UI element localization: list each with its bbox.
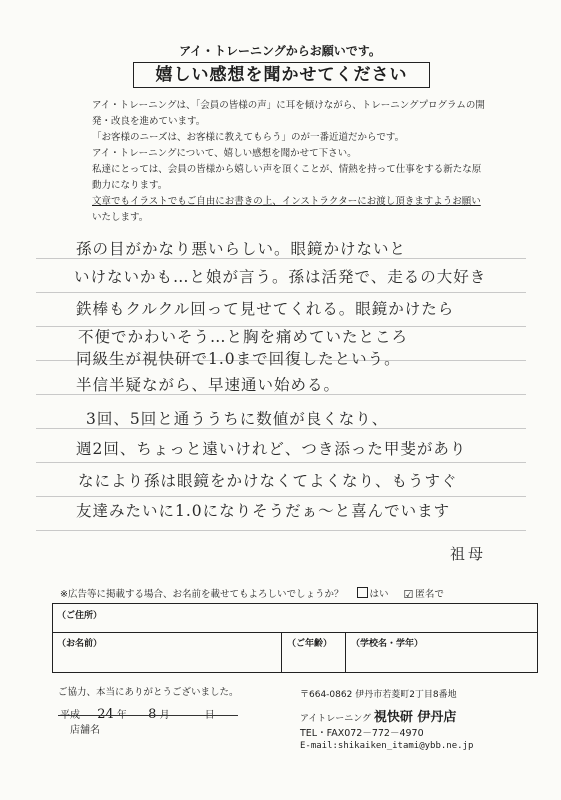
letter-line: 友達みたいに1.0になりそうだぁ〜と喜んでいます	[76, 502, 451, 520]
intro-text	[92, 98, 502, 226]
ruled-line	[36, 496, 526, 497]
intro-line: 「お客様のニーズは、お客様に教えてもらう」のが一番近道だからです。	[92, 132, 405, 143]
divider	[281, 632, 282, 672]
year-value: 24	[97, 707, 114, 722]
contact-form	[52, 603, 538, 673]
company-email: E-mail:shikaiken_itami@ybb.ne.jp	[300, 741, 474, 751]
address-row	[53, 604, 537, 633]
header-small-title: アイ・トレーニングからお願いです。	[179, 44, 381, 58]
letter-line: 週2回、ちょっと遠いけれど、つき添った甲斐があり	[76, 440, 467, 458]
company-tel: TEL・FAX072－772－4970	[300, 728, 424, 739]
company-address: 〒664-0862 伊丹市若菱町2丁目8番地	[300, 690, 457, 700]
intro-line: 私達にとっては、会員の皆様から嬉しい声を頂くことが、情熱を持って仕事をする新たな原	[92, 164, 482, 175]
intro-line: 発・改良を進めています。	[92, 116, 206, 127]
yes-checkbox[interactable]	[357, 587, 368, 598]
address-label: （ご住所）	[57, 611, 103, 621]
company-title: 視快研 伊丹店	[373, 710, 457, 725]
letter-line: 3回、5回と通ううちに数値が良くなり、	[86, 410, 389, 428]
company-prefix: アイトレーニング	[300, 714, 372, 724]
intro-line: 動力になります。	[92, 180, 168, 191]
anonymous-label: 匿名で	[415, 589, 444, 600]
letter-line: 同級生が視快研で1.0まで回復したという。	[76, 350, 401, 368]
company-name	[300, 706, 456, 725]
anonymous-checkbox[interactable]: ☑	[403, 588, 414, 601]
ruled-line	[36, 530, 526, 531]
letter-line: 鉄棒もクルクル回って見せてくれる。眼鏡かけたら	[76, 300, 455, 318]
letter-line: 不便でかわいそう…と胸を痛めていたところ	[78, 328, 409, 346]
page-title: 嬉しい感想を聞かせてください	[133, 62, 430, 88]
day-unit: 日	[204, 710, 215, 721]
letter-line: いけないかも…と娘が言う。孫は活発で、走るの大好き	[74, 268, 487, 286]
signature: 祖母	[449, 545, 486, 563]
letter-line: なにより孫は眼鏡をかけなくてよくなり、もうすぐ	[78, 472, 458, 490]
date-line	[60, 706, 215, 722]
date-underline	[58, 715, 238, 716]
store-label: 店舗名	[70, 725, 100, 736]
consent-question	[60, 586, 520, 600]
intro-line: 文章でもイラストでもご自由にお書きの上、インストラクターにお渡し頂きますようお願い	[92, 196, 481, 207]
thanks-text: ご協力、本当にありがとうございました。	[58, 687, 239, 698]
name-label: （お名前）	[57, 639, 103, 649]
era-label: 平成	[60, 710, 80, 721]
intro-line: いたします。	[92, 212, 149, 223]
ruled-line	[36, 292, 526, 293]
school-label: （学校名・学年）	[351, 639, 424, 649]
divider	[345, 632, 346, 672]
year-unit: 年	[116, 710, 127, 721]
letter-line: 孫の目がかなり悪いらしい。眼鏡かけないと	[76, 240, 407, 258]
letter-line: 半信半疑ながら、早速通い始める。	[76, 376, 341, 394]
month-unit: 月	[159, 710, 170, 721]
month-value: 8	[148, 707, 157, 722]
intro-line: アイ・トレーニングについて、嬉しい感想を聞かせて下さい。	[92, 148, 357, 159]
consent-text: ※広告等に掲載する場合、お名前を載せてもよろしいでしょうか？	[60, 589, 344, 600]
age-label: （ご年齢）	[287, 639, 333, 649]
yes-label: はい	[369, 589, 389, 600]
handwritten-letter	[36, 225, 526, 575]
intro-line: アイ・トレーニングは、「会員の皆様の声」に耳を傾けながら、トレーニングプログラムの開	[92, 100, 485, 111]
ruled-line	[36, 462, 526, 463]
